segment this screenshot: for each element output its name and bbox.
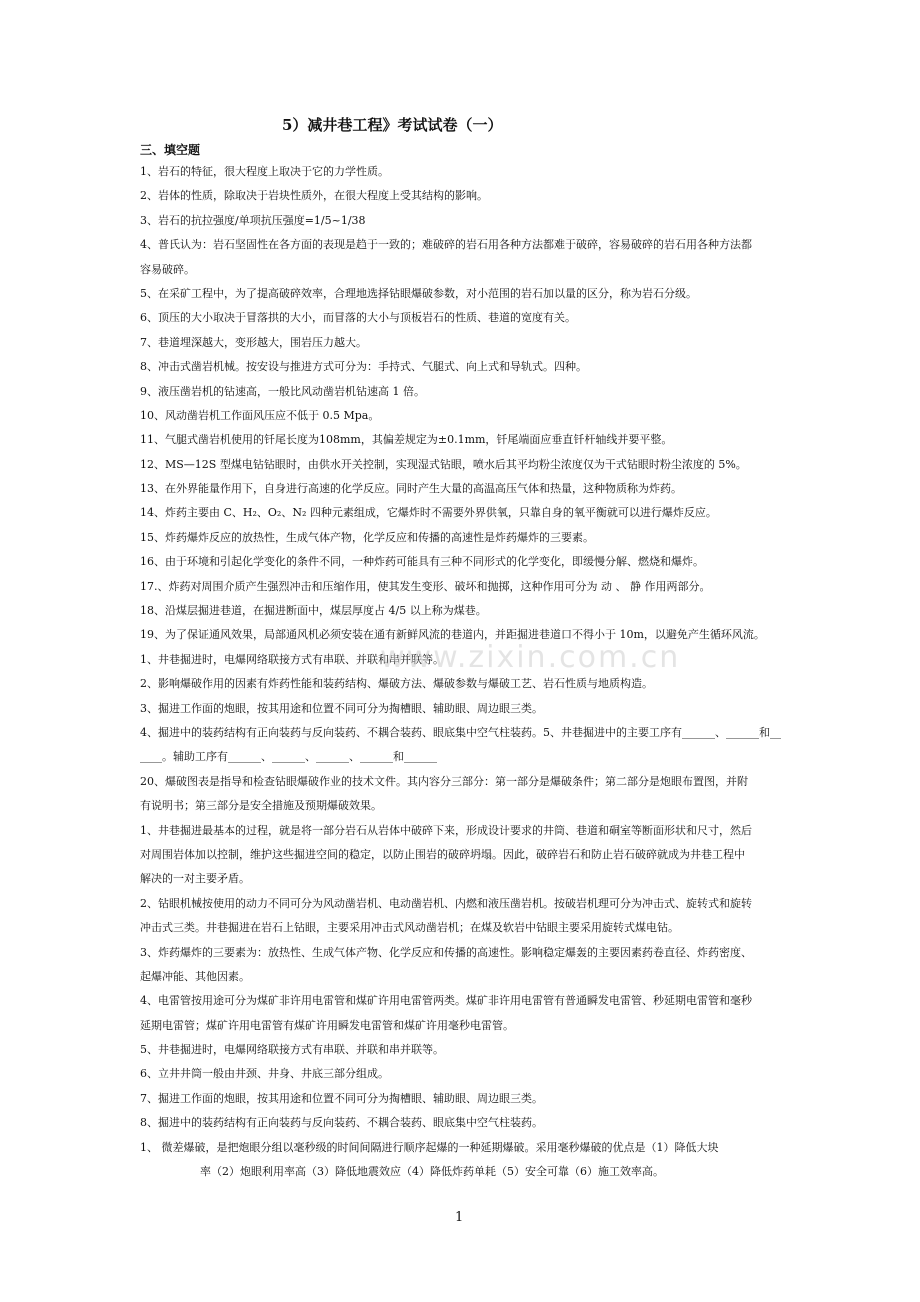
text-line: 起爆冲能、其他因素。 [140,969,250,983]
text-line: 15、炸药爆炸反应的放热性，生成气体产物，化学反应和传播的高速性是炸药爆炸的三要素。 [140,530,594,544]
text-line [140,1184,790,1208]
page-number: 1 [455,1210,464,1225]
text-line: 冲击式三类。井巷掘进在岩石上钻眼，主要采用冲击式风动凿岩机；在煤及软岩中钻眼主要采用旋转式煤电钻。 [140,921,679,935]
text-line: 19、为了保证通风效果，局部通风机必须安装在通有新鲜风流的巷道内，并距掘进巷道口不得小于 10m，以避免产生循环风流。 [140,628,765,642]
text-line: 1、井巷掘进最基本的过程，就是将一部分岩石从岩体中破碎下来，形成设计要求的井筒、巷道和硐室等断面形状和尺寸，然后 [140,823,752,837]
text-line: 有说明书；第三部分是安全措施及预期爆破效果。 [140,799,382,813]
text-line: 4、掘进中的装药结构有正向装药与反向装药、不耦合装药、眼底集中空气柱装药。5、井巷掘进中的主要工序有______、______和__ [140,725,781,739]
text-line: 9、液压凿岩机的钻速高，一般比风动凿岩机钻速高 1 倍。 [140,384,425,398]
text-line: 4、普氏认为：岩石坚固性在各方面的表现是趋于一致的；难破碎的岩石用各种方法都难于破碎，容易破碎的岩石用各种方法都 [140,238,752,252]
text-line: 11、气腿式凿岩机使用的钎尾长度为108mm，其偏差规定为±0.1mm，钎尾端面应垂直钎杆轴线并要平整。 [140,433,673,447]
section-heading: 三、填空题 [140,143,201,157]
text-line: 8、掘进中的装药结构有正向装药与反向装药、不耦合装药、眼底集中空气柱装药。 [140,1116,543,1130]
text-line: 12、MS—12S 型煤电钻钻眼时，由供水开关控制，实现湿式钻眼，喷水后其平均粉尘浓度仅为干式钻眼时粉尘浓度的 5%。 [140,457,747,471]
watermark: www.zixin.com.cn [380,640,681,675]
text-line: 7、巷道埋深越大，变形越大，围岩压力越大。 [140,335,367,349]
text-line: 7、掘进工作面的炮眼，按其用途和位置不同可分为掏槽眼、辅助眼、周边眼三类。 [140,1091,543,1105]
text-line: 1、井巷掘进时，电爆网络联接方式有串联、并联和串并联等。 [140,652,444,666]
text-line: 13、在外界能量作用下，自身进行高速的化学反应。同时产生大量的高温高压气体和热量，这种物质称为炸药。 [140,482,682,496]
text-line: 6、立井井筒一般由井颈、井身、井底三部分组成。 [140,1067,389,1081]
text-line: 5、在采矿工程中，为了提高破碎效率，合理地选择钻眼爆破参数，对小范围的岩石加以量的区分，称为岩石分级。 [140,286,697,300]
text-line: 17.、炸药对周围介质产生强烈冲击和压缩作用，使其发生变形、破坏和抛掷，这种作用可分为 动 、 静 作用两部分。 [140,579,711,593]
text-line: 20、爆破图表是指导和检查钻眼爆破作业的技术文件。其内容分三部分：第一部分是爆破条件；第二部分是炮眼布置图，并附 [140,774,748,788]
text-line: 1、岩石的特征，很大程度上取决于它的力学性质。 [140,165,389,178]
text-line: 18、沿煤层掘进巷道，在掘进断面中，煤层厚度占 4/5 以上称为煤巷。 [140,604,487,618]
text-line: 解决的一对主要矛盾。 [140,872,250,886]
text-line: 6、顶压的大小取决于冒落拱的大小，而冒落的大小与顶板岩石的性质、巷道的宽度有关。 [140,311,576,325]
text-line: ____。辅助工序有______、______、______、______和______ [140,750,437,764]
text-line: 14、炸药主要由 C、H₂、O₂、N₂ 四种元素组成，它爆炸时不需要外界供氧，只靠自身的氧平衡就可以进行爆炸反应。 [140,506,717,520]
text-line: 容易破碎。 [140,262,195,276]
text-line: 率（2）炮眼利用率高（3）降低地震效应（4）降低炸药单耗（5）安全可靠（6）施工效率高。 [200,1165,664,1179]
question-list [140,160,790,1209]
text-line: 8、冲击式凿岩机械。按安设与推进方式可分为：手持式、气腿式、向上式和导轨式。四种。 [140,360,587,374]
text-line: 2、钻眼机械按使用的动力不同可分为风动凿岩机、电动凿岩机、内燃和液压凿岩机。按破岩机理可分为冲击式、旋转式和旋转 [140,896,752,910]
text-line: 2、影响爆破作用的因素有炸药性能和装药结构、爆破方法、爆破参数与爆破工艺、岩石性质与地质构造。 [140,677,653,691]
text-line: 16、由于环境和引起化学变化的条件不同，一种炸药可能具有三种不同形式的化学变化，即缓慢分解、燃烧和爆炸。 [140,555,704,569]
text-line: 4、电雷管按用途可分为煤矿非许用电雷管和煤矿许用电雷管两类。煤矿非许用电雷管有普通瞬发电雷管、秒延期电雷管和毫秒 [140,994,752,1008]
text-line: 对周围岩体加以控制，维护这些掘进空间的稳定，以防止围岩的破碎坍塌。因此，破碎岩石和防止岩石破碎就成为井巷工程中 [140,847,745,861]
text-line: 10、风动凿岩机工作面风压应不低于 0.5 Mpa。 [140,408,380,422]
text-line: 5、井巷掘进时，电爆网络联接方式有串联、并联和串并联等。 [140,1043,444,1057]
text-line: 3、炸药爆炸的三要素为：放热性、生成气体产物、化学反应和传播的高速性。影响稳定爆轰的主要因素药卷直径、炸药密度、 [140,945,752,959]
text-line: 3、岩石的抗拉强度/单项抗压强度=1/5~1/38 [140,213,366,227]
text-line: 3、掘进工作面的炮眼，按其用途和位置不同可分为掏槽眼、辅助眼、周边眼三类。 [140,701,543,715]
text-line: 延期电雷管；煤矿许用电雷管有煤矿许用瞬发电雷管和煤矿许用毫秒电雷管。 [140,1018,514,1032]
document-title: 5）减井巷工程》考试试卷（一） [282,116,503,134]
text-line: 1、 微差爆破，是把炮眼分组以毫秒级的时间间隔进行顺序起爆的一种延期爆破。采用毫秒爆破的优点是（1）降低大块 [140,1140,719,1154]
text-line: 2、岩体的性质，除取决于岩块性质外，在很大程度上受其结构的影响。 [140,189,488,203]
